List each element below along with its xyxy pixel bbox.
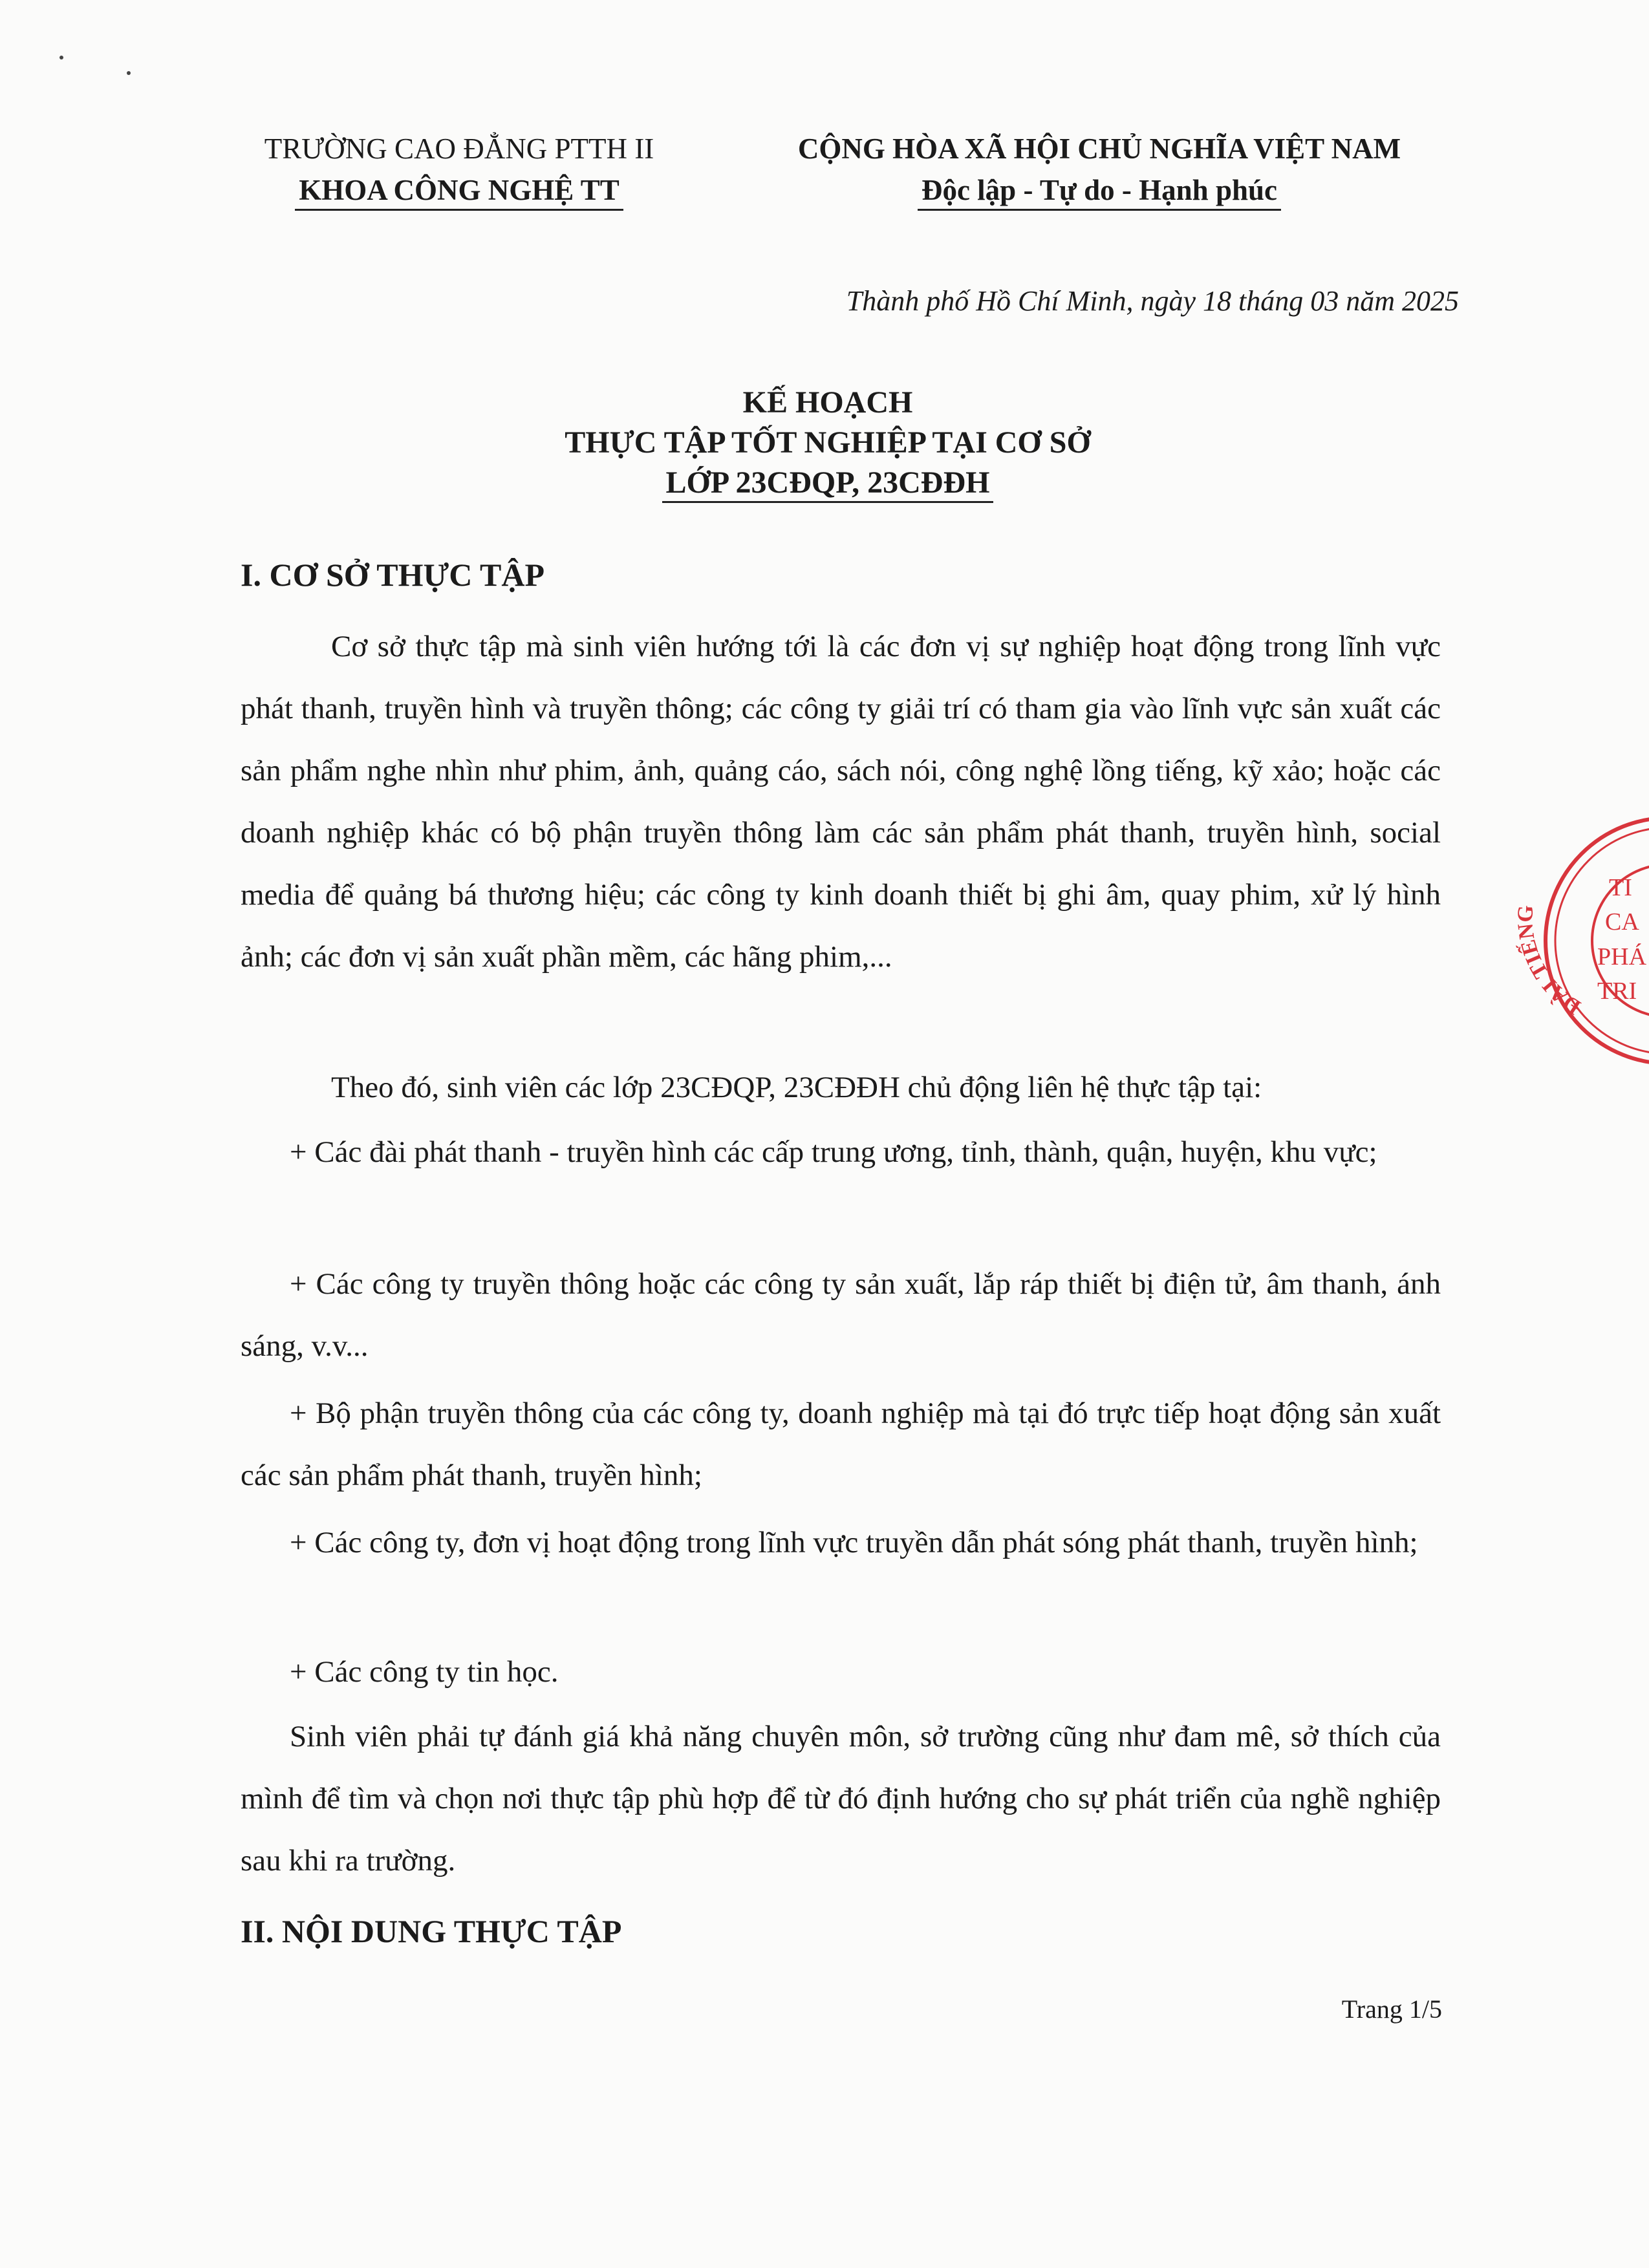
title-line-3: LỚP 23CĐQP, 23CĐĐH xyxy=(662,465,994,503)
official-stamp-seal xyxy=(1494,802,1649,1080)
stamp-inner-text-4: TRI xyxy=(1597,978,1637,1005)
faculty-name: KHOA CÔNG NGHỆ TT xyxy=(295,171,623,211)
list-item: + Các công ty tin học. xyxy=(290,1655,559,1689)
title-line-1: KẾ HOẠCH xyxy=(742,385,913,420)
stamp-inner-text-2: CA xyxy=(1605,908,1639,936)
title-line-2: THỰC TẬP TỐT NGHIỆP TẠI CƠ SỞ xyxy=(565,425,1091,460)
intro-paragraph: Cơ sở thực tập mà sinh viên hướng tới là các đơn vị sự nghiệp hoạt động trong lĩnh vực phát thanh, truyền hình và truyền thông; các công ty giải trí có tham gia vào lĩnh vực sản xuất các sản phẩm nghe nhìn như phim, ảnh, quảng cáo, sách nói, công nghệ lồng tiếng, kỹ xảo; hoặc các doanh nghiệp khác có bộ phận truyền thông làm các sản phẩm phát thanh, truyền hình, social media để quảng bá thương hiệu; các công ty kinh doanh thiết bị ghi âm, quay phim, xử lý hình ảnh; các đơn vị sản xuất phần mềm, các hãng phim,... xyxy=(241,630,1441,974)
school-name: TRƯỜNG CAO ĐẲNG PTTH II xyxy=(264,133,654,165)
stamp-ring-text: ĐÀI TIẾNG xyxy=(1513,904,1586,1020)
national-motto: Độc lập - Tự do - Hạnh phúc xyxy=(918,171,1281,211)
nation-name: CỘNG HÒA XÃ HỘI CHỦ NGHĨA VIỆT NAM xyxy=(797,133,1401,165)
list-item: + Các đài phát thanh - truyền hình các cấp trung ương, tỉnh, thành, quận, huyện, khu vực; xyxy=(290,1135,1377,1169)
page-number: Trang 1/5 xyxy=(1341,1995,1442,2024)
stamp-outer-ring xyxy=(1546,818,1649,1064)
stamp-inner-text-3: PHÁ xyxy=(1597,943,1647,970)
date-line: Thành phố Hồ Chí Minh, ngày 18 tháng 03 năm 2025 xyxy=(846,285,1459,317)
list-item: + Các công ty, đơn vị hoạt động trong lĩnh vực truyền dẫn phát sóng phát thanh, truyền hình; xyxy=(290,1526,1418,1559)
list-item: + Bộ phận truyền thông của các công ty, doanh nghiệp mà tại đó trực tiếp hoạt động sản xuất các sản phẩm phát thanh, truyền hình; xyxy=(241,1396,1441,1492)
list-item: + Các công ty truyền thông hoặc các công ty sản xuất, lắp ráp thiết bị điện tử, âm thanh, ánh sáng, v.v... xyxy=(241,1267,1441,1363)
document-title xyxy=(213,383,1442,503)
scan-speck xyxy=(127,71,131,75)
lead-paragraph: Theo đó, sinh viên các lớp 23CĐQP, 23CĐĐH chủ động liên hệ thực tập tại: xyxy=(331,1071,1262,1104)
national-header xyxy=(737,128,1461,211)
stamp-outer-ring-inner xyxy=(1555,828,1649,1054)
section-heading-2: II. NỘI DUNG THỰC TẬP xyxy=(241,1913,622,1949)
section-heading-1: I. CƠ SỞ THỰC TẬP xyxy=(241,557,544,593)
closing-paragraph: Sinh viên phải tự đánh giá khả năng chuyên môn, sở trường cũng như đam mê, sở thích của mình để tìm và chọn nơi thực tập phù hợp để từ đó định hướng cho sự phát triển của nghề nghiệp sau khi ra trường. xyxy=(241,1720,1441,1878)
school-header xyxy=(213,128,705,211)
stamp-inner-text-1: TI xyxy=(1609,874,1632,901)
scan-speck xyxy=(59,56,63,59)
